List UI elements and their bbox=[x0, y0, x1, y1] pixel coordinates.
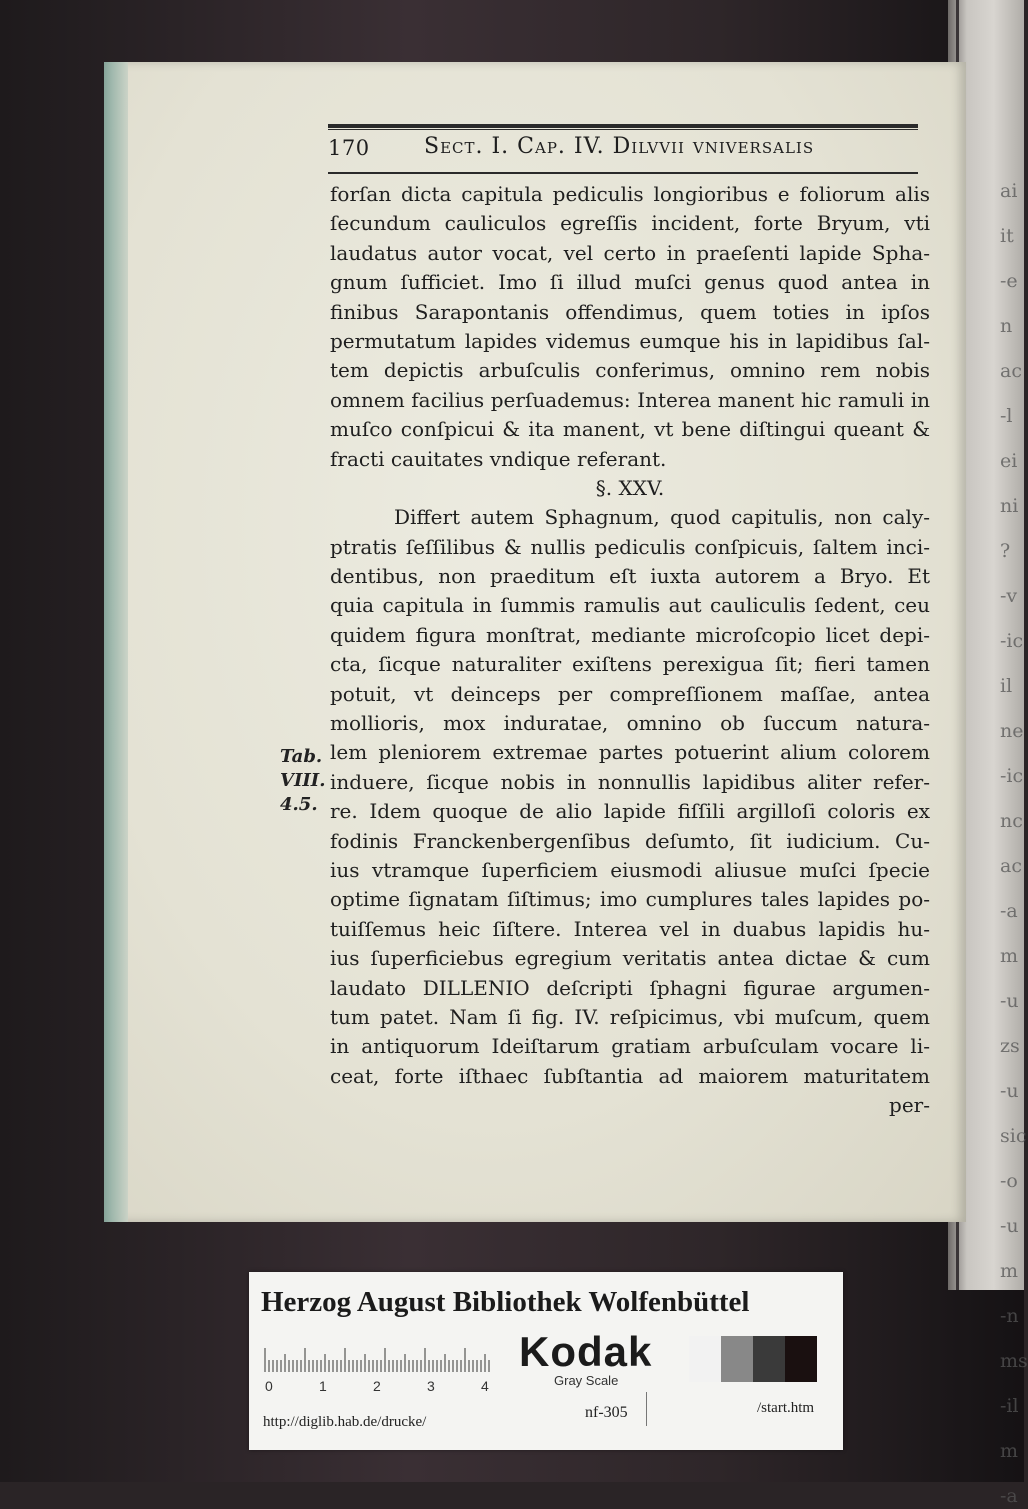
library-name: Herzog August Bibliothek Wolfenbüttel bbox=[261, 1286, 750, 1318]
gray-swatch bbox=[785, 1336, 817, 1382]
text-line: in antiquorum Ideiſtarum gratiam arbuſculam vocare li- bbox=[330, 1034, 930, 1059]
header-rule-under bbox=[328, 172, 918, 174]
facing-page-fragment: -ic bbox=[1000, 630, 1024, 652]
digital-library-url: http://diglib.hab.de/drucke/ bbox=[263, 1414, 427, 1430]
facing-page-fragment: ac bbox=[1000, 855, 1022, 877]
facing-page-fragment: -u bbox=[1000, 1080, 1019, 1102]
text-line: fracti cauitates vndique referant. bbox=[330, 446, 667, 471]
library-color-card bbox=[249, 1272, 843, 1450]
text-line: fodinis Franckenbergenſibus deſumto, ſit iudicium. Cu- bbox=[330, 828, 930, 853]
text-line: §. XXV. bbox=[595, 475, 665, 500]
margin-note bbox=[280, 745, 328, 817]
facing-page-fragment: sic bbox=[1000, 1125, 1027, 1147]
facing-page-fragments bbox=[1000, 180, 1028, 1507]
text-line: re. Idem quoque de alio lapide fiſſili argilloſi coloris ex bbox=[330, 799, 930, 824]
gray-swatch bbox=[689, 1336, 721, 1382]
text-line: tuiſſemus heic ſiſtere. Interea vel in duabus lapidis hu- bbox=[330, 916, 930, 941]
ruler-number: 0 bbox=[265, 1378, 273, 1394]
facing-page-fragment: m bbox=[1000, 1260, 1019, 1282]
facing-page-fragment: -v bbox=[1000, 585, 1018, 607]
facing-page-fragment: ne bbox=[1000, 720, 1024, 742]
facing-page-fragment: -e bbox=[1000, 270, 1018, 292]
text-line: quia capitula in ſummis ramulis aut cauliculis ſedent, ceu bbox=[330, 593, 930, 618]
text-line: ceat, forte iſthaec ſubſtantia ad maiorem maturitatem bbox=[330, 1063, 930, 1088]
facing-page-fragment: ms bbox=[1000, 1350, 1028, 1372]
text-line: mollioris, mox induratae, omnino ob ſuccum natura- bbox=[330, 711, 930, 736]
facing-page-fragment: -il bbox=[1000, 1395, 1019, 1417]
header-rule-thin bbox=[328, 129, 918, 130]
facing-page-fragment: -a bbox=[1000, 900, 1018, 922]
text-line: laudatus autor vocat, vel certo in praeſenti lapide Spha- bbox=[330, 240, 930, 265]
ruler-number: 2 bbox=[373, 1378, 381, 1394]
text-line: ius vtramque ſuperficiem eiusmodi aliusue muſci ſpecie bbox=[330, 857, 930, 882]
text-line: ptratis ſeſſilibus & nullis pediculis conſpicuis, ſaltem inci- bbox=[330, 534, 930, 559]
facing-page-fragment: -u bbox=[1000, 1215, 1019, 1237]
text-line: permutatum lapides videmus eumque his in lapidibus ſal- bbox=[330, 328, 930, 353]
text-line: potuit, vt deinceps per compreſſionem maſſae, antea bbox=[330, 681, 930, 706]
page-number: 170 bbox=[328, 136, 370, 160]
facing-page-fragment: ni bbox=[1000, 495, 1019, 517]
text-line: ius ſuperficiebus egregium veritatis antea dictae & cum bbox=[330, 946, 930, 971]
facing-page-fragment: it bbox=[1000, 225, 1014, 247]
text-line: ſecundum cauliculos egreſſis incident, forte Bryum, vti bbox=[330, 211, 930, 236]
text-line: Differt autem Sphagnum, quod capitulis, non caly- bbox=[394, 505, 930, 530]
body-text bbox=[330, 180, 930, 1121]
margin-note-line: 4.5. bbox=[280, 794, 318, 815]
facing-page-fragment: -n bbox=[1000, 1305, 1019, 1327]
gray-scale-label: Gray Scale bbox=[554, 1373, 619, 1388]
kodak-logo: Kodak bbox=[519, 1328, 653, 1375]
facing-page-fragment: -o bbox=[1000, 1170, 1018, 1192]
facing-page-fragment: -a bbox=[1000, 1485, 1018, 1507]
page-spine-shadow bbox=[104, 62, 128, 1222]
start-page-path: /start.htm bbox=[757, 1400, 815, 1416]
facing-page-fragment: m bbox=[1000, 1440, 1019, 1462]
text-line: induere, ſicque nobis in nonnullis lapidibus aliter refer- bbox=[330, 769, 930, 794]
facing-page-fragment: zs bbox=[1000, 1035, 1020, 1057]
gray-scale-swatches bbox=[689, 1336, 817, 1382]
margin-note-line: Tab. bbox=[280, 746, 323, 767]
facing-page-fragment: n bbox=[1000, 315, 1013, 337]
running-head: Sect. I. Cap. IV. Dilvvii vniversalis bbox=[424, 134, 815, 159]
text-line: per- bbox=[889, 1093, 930, 1118]
ruler-number: 1 bbox=[319, 1378, 327, 1394]
item-identifier: nf-305 bbox=[585, 1404, 628, 1421]
text-line: forſan dicta capitula pediculis longioribus e foliorum alis bbox=[330, 182, 930, 206]
text-line: gnum ſufficiet. Imo ſi illud muſci genus quod antea in bbox=[330, 270, 930, 295]
gray-swatch bbox=[721, 1336, 753, 1382]
facing-page-fragment: ac bbox=[1000, 360, 1022, 382]
text-line: optime ſignatam ſiſtimus; imo cumplures tales lapides po- bbox=[330, 887, 930, 912]
text-line: tem depictis arbuſculis conferimus, omnino rem nobis bbox=[330, 358, 930, 383]
text-line: lem pleniorem extremae partes potuerint alium colorem bbox=[330, 740, 930, 765]
text-line: omnem facilius perſuademus: Interea manent hic ramuli in bbox=[330, 387, 930, 412]
ruler-number: 3 bbox=[427, 1378, 435, 1394]
text-line: dentibus, non praeditum eſt iuxta autorem a Bryo. Et bbox=[330, 564, 930, 589]
facing-page-fragment: -u bbox=[1000, 990, 1019, 1012]
facing-page-fragment: ? bbox=[1000, 540, 1011, 562]
text-line: laudato DILLENIO deſcripti ſphagni figurae argumen- bbox=[330, 975, 930, 1000]
facing-page-fragment: m bbox=[1000, 945, 1019, 967]
card-separator bbox=[646, 1392, 647, 1426]
facing-page-fragment: il bbox=[1000, 675, 1013, 697]
facing-page-fragment: -ic bbox=[1000, 765, 1024, 787]
gray-swatch bbox=[753, 1336, 785, 1382]
text-line: finibus Sarapontanis offendimus, quem toties in ipſos bbox=[330, 299, 930, 324]
header-rule-thick bbox=[328, 124, 918, 128]
facing-page-fragment: nc bbox=[1000, 810, 1023, 832]
facing-page-fragment: ei bbox=[1000, 450, 1018, 472]
ruler-number: 4 bbox=[481, 1378, 489, 1394]
ruler-scale bbox=[263, 1348, 491, 1372]
ruler-numbers bbox=[259, 1378, 499, 1398]
text-line: cta, ſicque naturaliter exiſtens perexigua ſit; fieri tamen bbox=[330, 652, 930, 677]
text-line: muſco conſpicui & ita manent, vt bene diſtingui queant & bbox=[330, 417, 930, 442]
text-line: quidem figura monſtrat, mediante microſcopio licet depi- bbox=[330, 622, 930, 647]
facing-page-fragment: ai bbox=[1000, 180, 1018, 202]
text-line: tum patet. Nam ſi fig. IV. reſpicimus, vbi muſcum, quem bbox=[330, 1004, 930, 1029]
margin-note-line: VIII. bbox=[280, 770, 326, 791]
facing-page-fragment: -l bbox=[1000, 405, 1013, 427]
